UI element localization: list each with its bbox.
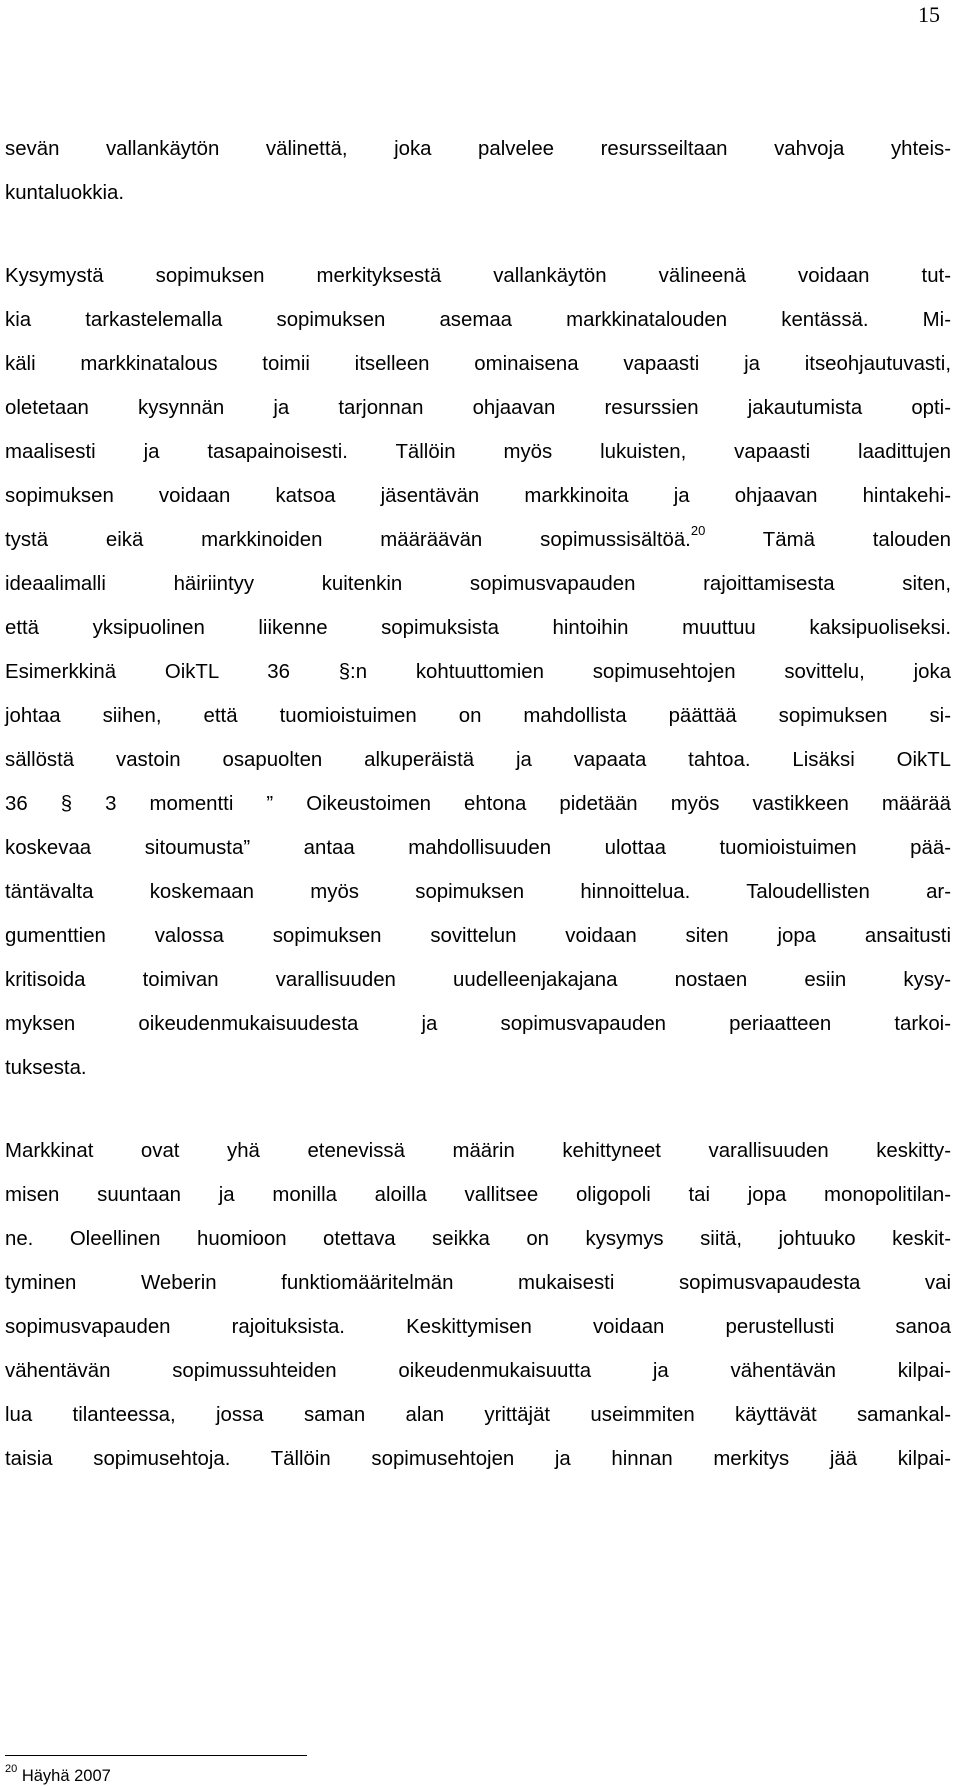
text-line: maalisesti ja tasapainoisesti. Tällöin myös lukuisten, vapaasti laadittujen xyxy=(5,441,951,463)
text-fragment: tystä eikä markkinoiden määräävän sopimussisältöä. xyxy=(5,529,691,551)
text-line: Kysymystä sopimuksen merkityksestä vallankäytön välineenä voidaan tut- xyxy=(5,265,951,287)
text-line-with-footnote-ref xyxy=(5,523,952,553)
text-line: gumenttien valossa sopimuksen sovittelun voidaan siten jopa ansaitusti xyxy=(5,925,951,947)
footnote-text: Häyhä 2007 xyxy=(17,1767,111,1785)
text-line: misen suuntaan ja monilla aloilla vallitsee oligopoli tai jopa monopolitilan- xyxy=(5,1184,951,1206)
footnote-number: 20 xyxy=(5,1762,18,1775)
text-line: Esimerkkinä OikTL 36 §:n kohtuuttomien sopimusehtojen sovittelu, joka xyxy=(5,661,951,683)
text-line: oletetaan kysynnän ja tarjonnan ohjaavan resurssien jakautumista opti- xyxy=(5,397,951,419)
text-line: tuksesta. xyxy=(5,1057,87,1079)
text-line: sopimuksen voidaan katsoa jäsentävän markkinoita ja ohjaavan hintakehi- xyxy=(5,485,951,507)
text-line: sällöstä vastoin osapuolten alkuperäistä ja vapaata tahtoa. Lisäksi OikTL xyxy=(5,749,951,771)
footnote-ref: 20 xyxy=(690,523,706,539)
text-line: myksen oikeudenmukaisuudesta ja sopimusvapauden periaatteen tarkoi- xyxy=(5,1013,951,1035)
text-line: kuntaluokkia. xyxy=(5,182,125,204)
text-line: tyminen Weberin funktiomääritelmän mukaisesti sopimusvapaudesta vai xyxy=(5,1272,951,1294)
text-line: sopimusvapauden rajoituksista. Keskittymisen voidaan perustellusti sanoa xyxy=(5,1316,951,1338)
footnote-separator xyxy=(5,1755,307,1756)
text-line: käli markkinatalous toimii itselleen ominaisena vapaasti ja itseohjautuvasti, xyxy=(5,353,951,375)
text-line: että yksipuolinen liikenne sopimuksista hintoihin muuttuu kaksipuoliseksi. xyxy=(5,617,951,639)
text-line: täntävalta koskemaan myös sopimuksen hinnoittelua. Taloudellisten ar- xyxy=(5,881,951,903)
text-fragment: Tämä talouden xyxy=(705,529,952,551)
text-line: kritisoida toimivan varallisuuden uudelleenjakajana nostaen esiin kysy- xyxy=(5,969,951,991)
text-line: sevän vallankäytön välinettä, joka palvelee resursseiltaan vahvoja yhteis- xyxy=(5,138,951,160)
text-line: taisia sopimusehtoja. Tällöin sopimusehtojen ja hinnan merkitys jää kilpai- xyxy=(5,1448,951,1470)
text-line: Markkinat ovat yhä etenevissä määrin kehittyneet varallisuuden keskitty- xyxy=(5,1140,951,1162)
text-line: vähentävän sopimussuhteiden oikeudenmukaisuutta ja vähentävän kilpai- xyxy=(5,1360,951,1382)
text-line: 36 § 3 momentti ” Oikeustoimen ehtona pidetään myös vastikkeen määrää xyxy=(5,793,951,815)
text-line: kia tarkastelemalla sopimuksen asemaa markkinatalouden kentässä. Mi- xyxy=(5,309,951,331)
footnote xyxy=(5,1762,111,1786)
text-line: johtaa siihen, että tuomioistuimen on mahdollista päättää sopimuksen si- xyxy=(5,705,951,727)
text-line: lua tilanteessa, jossa saman alan yrittäjät useimmiten käyttävät samankal- xyxy=(5,1404,951,1426)
text-line: ne. Oleellinen huomioon otettava seikka on kysymys siitä, johtuuko keskit- xyxy=(5,1228,951,1250)
text-line: ideaalimalli häiriintyy kuitenkin sopimusvapauden rajoittamisesta siten, xyxy=(5,573,951,595)
page-number: 15 xyxy=(918,2,940,27)
text-line: koskevaa sitoumusta” antaa mahdollisuuden ulottaa tuomioistuimen pää- xyxy=(5,837,951,859)
